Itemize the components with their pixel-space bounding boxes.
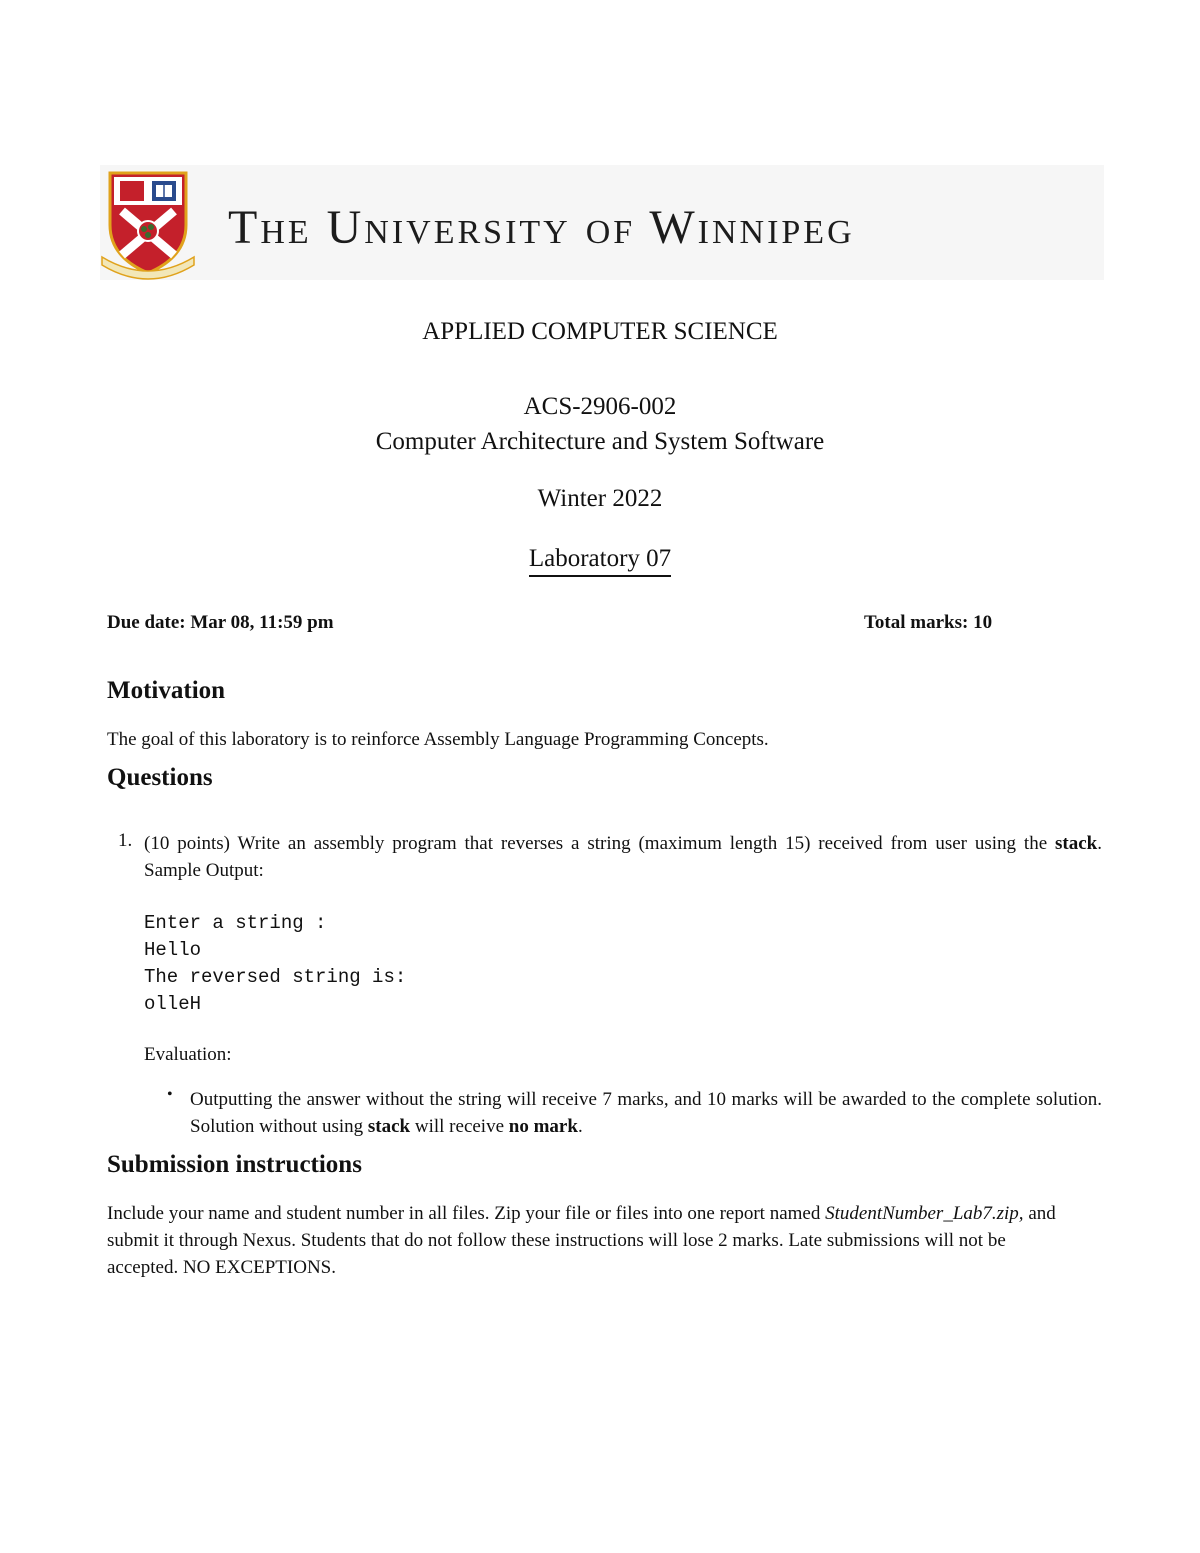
submission-text xyxy=(107,1200,1077,1281)
evaluation-text-part: will receive xyxy=(410,1116,509,1137)
question-text xyxy=(144,830,1102,884)
submission-heading: Submission instructions xyxy=(107,1151,362,1178)
question-text-part: (10 points) Write an assembly program that reverses a string (maximum length 15) received from user using the xyxy=(144,833,1056,854)
term: Winter 2022 xyxy=(537,485,663,512)
submission-filename: StudentNumber_Lab7.zip, xyxy=(825,1203,1024,1224)
due-date: Due date: Mar 08, 11:59 pm xyxy=(107,612,334,633)
course-code: ACS-2906-002 xyxy=(523,393,677,420)
evaluation-text-bold: no mark xyxy=(508,1116,578,1137)
lab-title: Laboratory 07 xyxy=(529,545,671,577)
motivation-heading: Motivation xyxy=(107,677,226,704)
bullet-icon: • xyxy=(167,1086,173,1103)
course-title: Computer Architecture and System Software xyxy=(375,428,825,455)
submission-text-part: and submit it through Nexus. Students that do not follow these instructions will lose 2 marks. Late submissions will not be accepted. NO EXCEPTIONS. xyxy=(107,1203,1056,1278)
sample-output-line: Enter a string : xyxy=(144,912,327,934)
evaluation-bullet-text xyxy=(190,1086,1102,1140)
sample-output-block xyxy=(144,910,406,1018)
question-text-bold: stack xyxy=(1055,833,1098,854)
lab-title-container xyxy=(0,545,1200,577)
motivation-text: The goal of this laboratory is to reinforce Assembly Language Programming Concepts. xyxy=(107,729,769,750)
evaluation-text-bold: stack xyxy=(367,1116,411,1137)
university-crest-logo xyxy=(100,165,196,280)
university-name: The University of Winnipeg xyxy=(228,201,855,254)
evaluation-label: Evaluation: xyxy=(144,1044,232,1065)
question-number: 1. xyxy=(118,830,133,851)
sample-output-line: The reversed string is: xyxy=(144,966,407,988)
sample-output-line: Hello xyxy=(144,939,202,961)
evaluation-text-part: . xyxy=(577,1116,583,1137)
evaluation-text-part: Outputting the answer without the string will receive 7 marks, and 10 marks will be awarded to the complete solution. Solution without using xyxy=(190,1089,1102,1137)
sample-output-line: olleH xyxy=(144,993,202,1015)
submission-text-part: Include your name and student number in all files. Zip your file or files into one report named xyxy=(107,1203,826,1224)
question-text-part: . Sample Output: xyxy=(144,833,1102,881)
department-title: APPLIED COMPUTER SCIENCE xyxy=(422,318,778,345)
total-marks: Total marks: 10 xyxy=(864,612,993,633)
questions-heading: Questions xyxy=(107,764,213,791)
